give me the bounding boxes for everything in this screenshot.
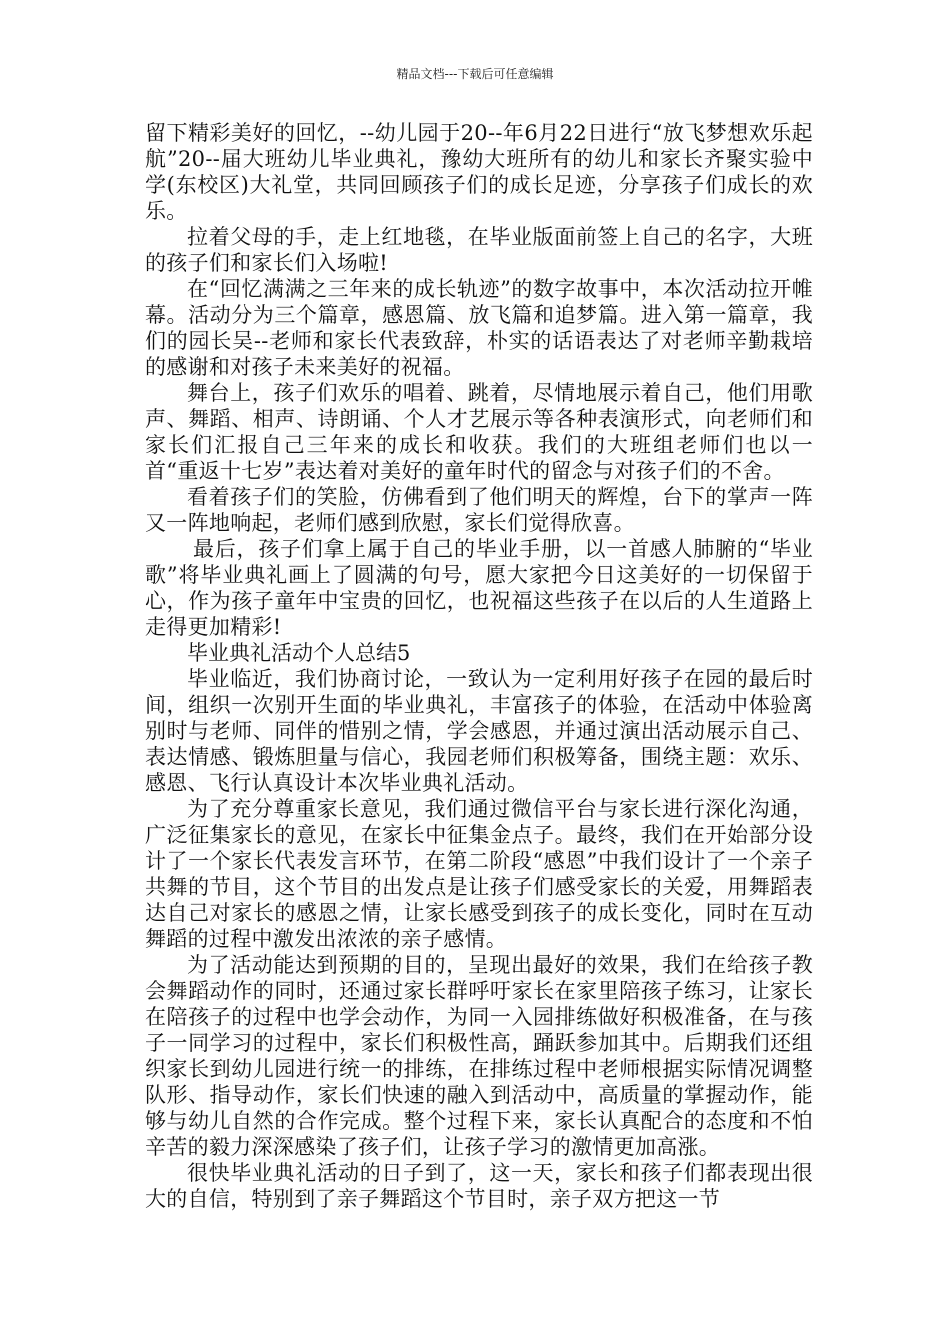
paragraph-6: 最后，孩子们拿上属于自己的毕业手册，以一首感人肺腑的“毕业歌”将毕业典礼画上了圆满的句号，愿大家把今日这美好的一切保留于心，作为孩子童年中宝贵的回忆，也祝福这些孩子在以后的人生道路上走得更加精彩! — [145, 537, 813, 639]
paragraph-4: 舞台上，孩子们欢乐的唱着、跳着，尽情地展示着自己，他们用歌声、舞蹈、相声、诗朗诵、个人才艺展示等各种表演形式，向老师们和家长们汇报自己三年来的成长和收获。我们的大班组老师们也以一首“重返十七岁”表达着对美好的童年时代的留念与对孩子们的不舍。 — [145, 381, 813, 483]
paragraph-9: 为了活动能达到预期的目的，呈现出最好的效果，我们在给孩子教会舞蹈动作的同时，还通过家长群呼吁家长在家里陪孩子练习，让家长在陪孩子的过程中也学会动作，为同一入园排练做好积极准备，在与孩子一同学习的过程中，家长们积极性高，踊跃参加其中。后期我们还组织家长到幼儿园进行统一的排练，在排练过程中老师根据实际情况调整队形、指导动作，家长们快速的融入到活动中，高质量的掌握动作，能够与幼儿自然的合作完成。整个过程下来，家长认真配合的态度和不怕辛苦的毅力深深感染了孩子们，让孩子学习的激情更加高涨。 — [145, 953, 813, 1159]
paragraph-10: 很快毕业典礼活动的日子到了，这一天，家长和孩子们都表现出很大的自信，特别到了亲子舞蹈这个节目时，亲子双方把这一节 — [145, 1161, 813, 1211]
paragraph-1: 留下精彩美好的回忆，--幼儿园于20--年6月22日进行“放飞梦想欢乐起航”20--届大班幼儿毕业典礼，豫幼大班所有的幼儿和家长齐聚实验中学(东校区)大礼堂，共同回顾孩子们的成长足迹，分享孩子们成长的欢乐。 — [145, 121, 813, 223]
page-header: 精品文档---下载后可任意编辑 — [396, 67, 554, 81]
paragraph-8: 为了充分尊重家长意见，我们通过微信平台与家长进行深化沟通，广泛征集家长的意见，在家长中征集金点子。最终，我们在开始部分设计了一个家长代表发言环节，在第二阶段“感恩”中我们设计了一个亲子共舞的节目，这个节目的出发点是让孩子们感受家长的关爱，用舞蹈表达自己对家长的感恩之情，让家长感受到孩子的成长变化，同时在互动舞蹈的过程中激发出浓浓的亲子感情。 — [145, 797, 813, 951]
paragraph-3: 在“回忆满满之三年来的成长轨迹”的数字故事中，本次活动拉开帷幕。活动分为三个篇章，感恩篇、放飞篇和追梦篇。进入第一篇章，我们的园长吴--老师和家长代表致辞，朴实的话语表达了对老师辛勤栽培的感谢和对孩子未来美好的祝福。 — [145, 277, 813, 379]
document-body — [145, 120, 813, 1212]
paragraph-7: 毕业临近，我们协商讨论，一致认为一定利用好孩子在园的最后时间，组织一次别开生面的毕业典礼，丰富孩子的体验，在活动中体验离别时与老师、同伴的惜别之情，学会感恩，并通过演出活动展示自己、表达情感、锻炼胆量与信心，我园老师们积极筹备，围绕主题：欢乐、感恩、飞行认真设计本次毕业典礼活动。 — [145, 667, 813, 795]
section-heading: 毕业典礼活动个人总结5 — [187, 641, 411, 665]
paragraph-2: 拉着父母的手，走上红地毯，在毕业版面前签上自己的名字，大班的孩子们和家长们入场啦! — [145, 225, 813, 275]
paragraph-5: 看着孩子们的笑脸，仿佛看到了他们明天的辉煌，台下的掌声一阵又一阵地响起，老师们感到欣慰，家长们觉得欣喜。 — [145, 485, 813, 535]
